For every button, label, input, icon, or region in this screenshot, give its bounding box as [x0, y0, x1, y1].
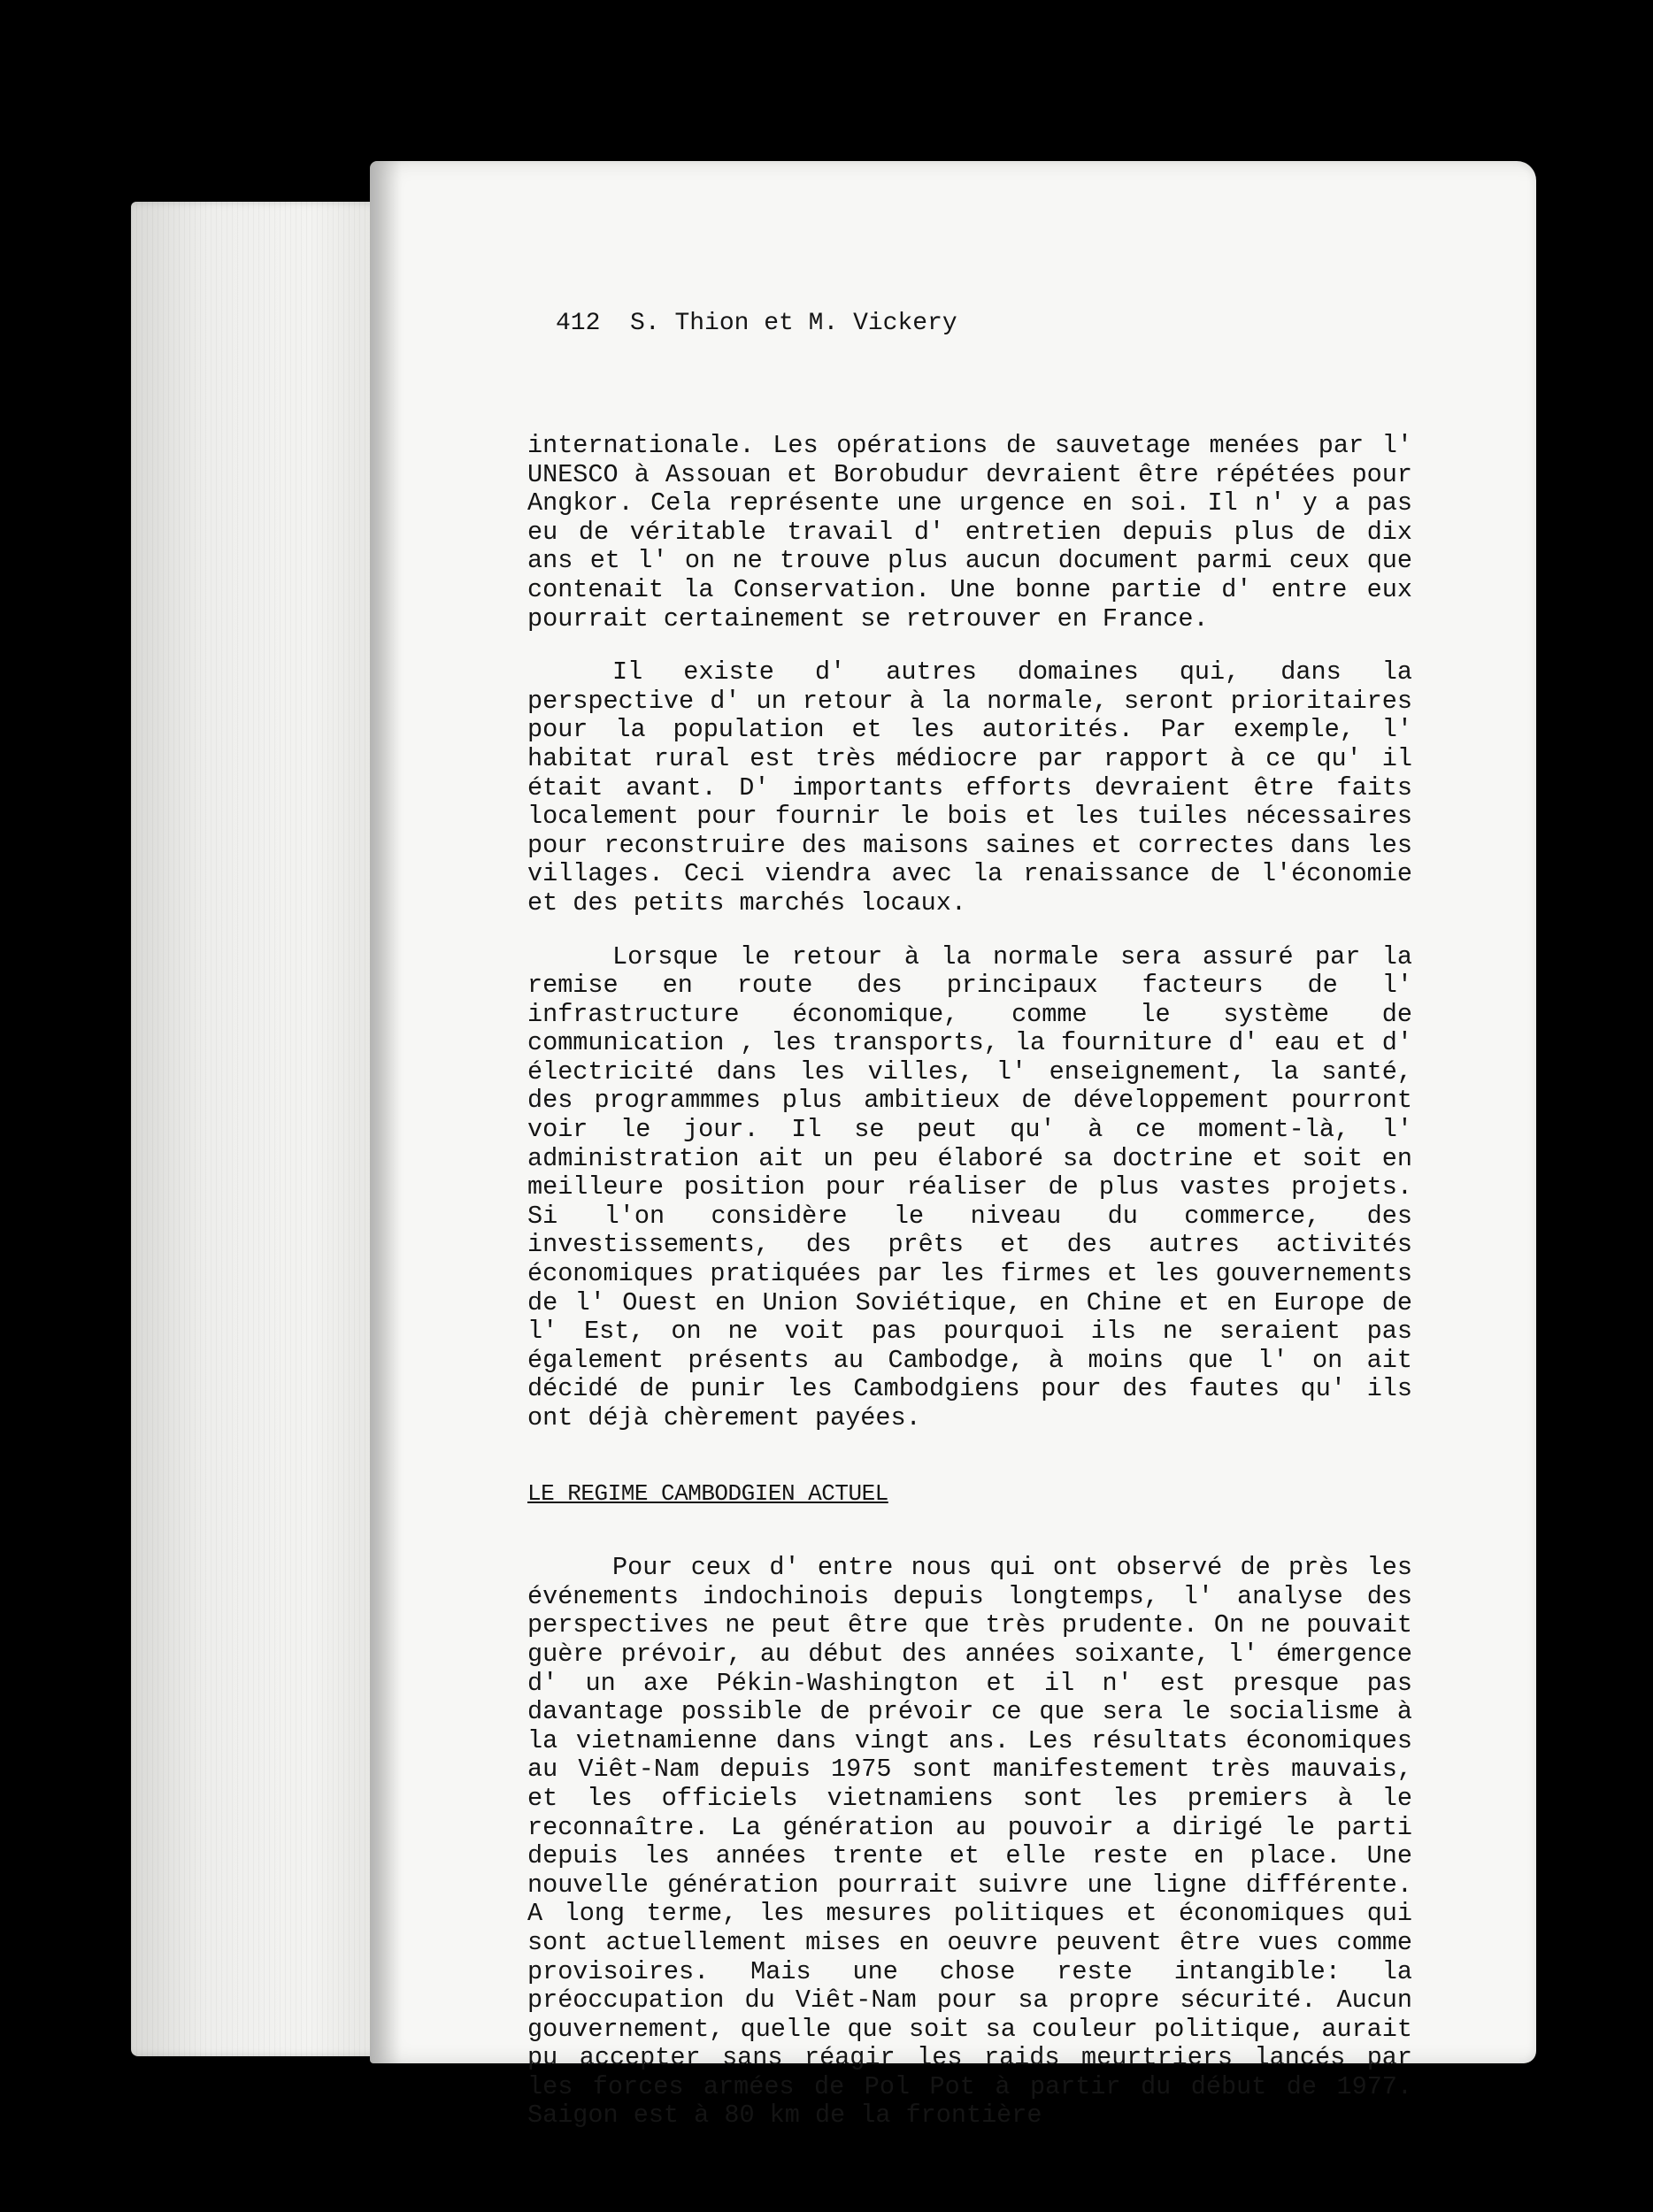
book-page	[370, 161, 1536, 2131]
book-page-edges	[131, 202, 388, 2056]
page-edge-texture	[131, 202, 388, 2056]
section-heading: LE REGIME CAMBODGIEN ACTUEL	[527, 1479, 888, 1507]
paragraph-3: Lorsque le retour à la normale sera assuré par la remise en route des principaux facteurs de l' infrastructure économique, comme le système de communication , les transports, la fourniture d' eau et d' électricité dans les villes, l' enseignement, la santé, des programmmes plus ambitieux de développement pourront voir le jour. Il se peut qu' à ce moment-là, l' administration ait un peu élaboré sa doctrine et soit en meilleure position pour réaliser de plus vastes projets. Si l'on considère le niveau du commerce, des investissements, des prêts et des autres activités économiques pratiquées par les firmes et les gouvernements de l' Ouest en Union Soviétique, en Chine et en Europe de l' Est, on ne voit pas pourquoi ils ne seraient pas également présents au Cambodge, à moins que l' on ait décidé de punir les Cambodgiens pour des fautes qu' ils ont déjà chèrement payées.	[527, 941, 1412, 1432]
spine-shadow	[370, 161, 402, 2063]
paragraph-4: Pour ceux d' entre nous qui ont observé de près les événements indochinois depuis longtemps, l' analyse des perspectives ne peut être que très prudente. On ne pouvait guère prévoir, au début des années soixante, l' émergence d' un axe Pékin-Washington et il n' est presque pas davantage possible de prévoir ce que sera le socialisme à la vietnamienne dans vingt ans. Les résultats économiques au Viêt-Nam depuis 1975 sont manifestement très mauvais, et les officiels vietnamiens sont les premiers à le reconnaître. La génération au pouvoir a dirigé le parti depuis les années trente et elle reste en place. Une nouvelle génération pourrait suivre une ligne différente. A long terme, les mesures politiques et économiques qui sont actuellement mises en oeuvre peuvent être vues comme provisoires. Mais une chose reste intangible: la préoccupation du Viêt-Nam pour sa propre sécurité. Aucun gouvernement, quelle que soit sa couleur politique, aurait pu accepter sans réagir les raids meurtriers lancés par les forces armées de Pol Pot à partir du début de 1977. Saigon est à 80 km de la frontière	[527, 1553, 1412, 2131]
paragraph-2: Il existe d' autres domaines qui, dans la perspective d' un retour à la normale, seront prioritaires pour la population et les autorités. Par exemple, l' habitat rural est très médiocre par rapport à ce qu' il était avant. D' importants efforts devraient être faits localement pour fournir le bois et les tuiles nécessaires pour reconstruire des maisons saines et correctes dans les villages. Ceci viendra avec la renaissance de l'économie et des petits marchés locaux.	[527, 657, 1412, 918]
paragraph-1: internationale. Les opérations de sauvetage menées par l' UNESCO à Assouan et Borobudur devraient être répétées pour Angkor. Cela représente une urgence en soi. Il n' y a pas eu de véritable travail d' entretien depuis plus de dix ans et l' on ne trouve plus aucun document parmi ceux que contenait la Conservation. Une bonne partie d' entre eux pourrait certainement se retrouver en France.	[527, 431, 1412, 634]
running-head-authors: S. Thion et M. Vickery	[630, 310, 957, 337]
paragraph-gap	[527, 634, 1412, 658]
section-gap	[527, 1508, 1412, 1554]
body-text	[527, 432, 1412, 2131]
paragraph-gap	[527, 918, 1412, 943]
section-gap	[527, 1433, 1412, 1479]
running-head	[556, 310, 957, 337]
page-number: 412	[556, 310, 601, 337]
